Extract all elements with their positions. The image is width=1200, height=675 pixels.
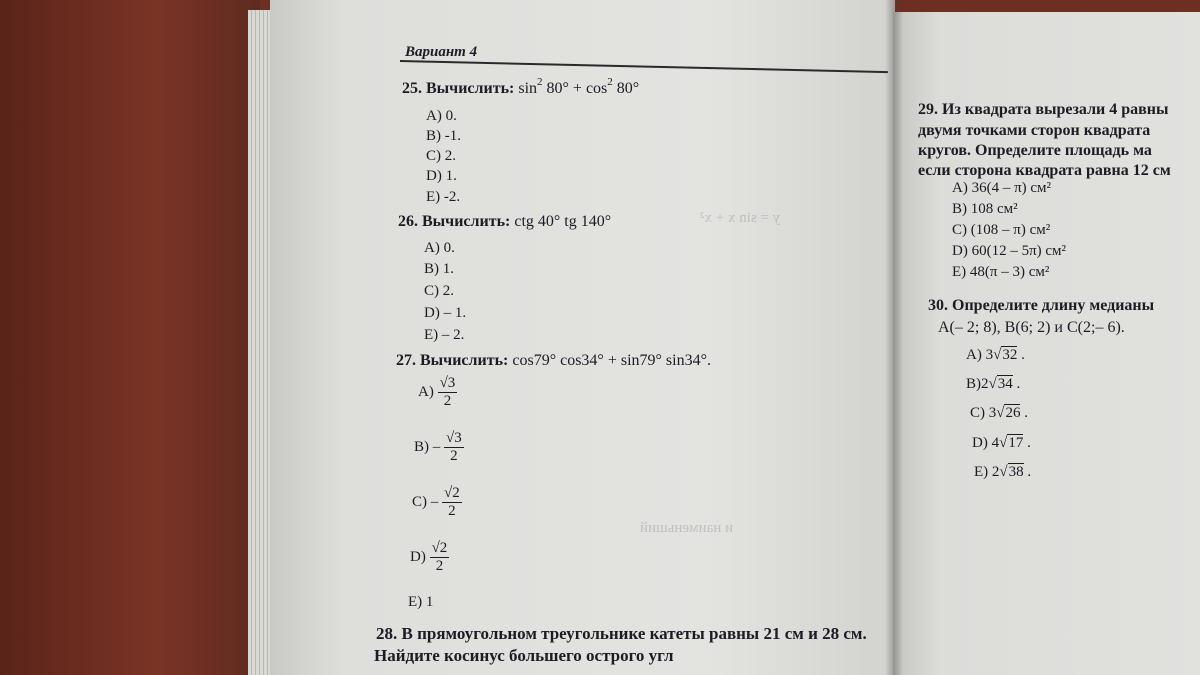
expression: cos79° cos34° + sin79° sin34°. — [512, 352, 711, 369]
option-letter: A) — [966, 347, 982, 363]
question-26 — [398, 213, 611, 231]
option-letter: B) — [966, 376, 981, 392]
period: . — [1024, 405, 1028, 421]
question-label: Вычислить: — [422, 213, 511, 230]
answer-option: B) 108 см² — [952, 201, 1018, 217]
answer-option: A) 3√32 . — [966, 347, 1025, 363]
question-30-line-1: 30. Определите длину медианы — [928, 297, 1155, 314]
period: . — [1027, 464, 1032, 480]
answer-option: C) 2. — [424, 283, 454, 299]
coefficient: 3 — [988, 405, 997, 421]
denominator: 2 — [443, 393, 452, 409]
answer-option: D) 60(12 – 5π) см² — [952, 243, 1067, 259]
answer-option: B)2√34 . — [966, 376, 1021, 392]
table-surface — [0, 0, 260, 675]
question-27 — [396, 352, 711, 370]
expr-part: 80° — [612, 80, 640, 97]
option-letter: D) — [410, 548, 426, 565]
fraction — [430, 540, 450, 575]
expression: ctg 40° tg 140° — [514, 213, 612, 230]
option-letter: B) – — [414, 438, 441, 455]
bleed-through: y = sin x + x² — [700, 210, 781, 226]
period: . — [1021, 347, 1025, 363]
coefficient: 2 — [981, 376, 989, 392]
option-letter: D) — [972, 435, 988, 451]
numerator: √3 — [439, 375, 456, 391]
question-number: 26. — [398, 213, 418, 230]
answer-option: C) (108 – π) см² — [952, 222, 1051, 238]
answer-option: B) -1. — [426, 128, 461, 144]
radicand: 38 — [1008, 464, 1024, 480]
bleed-through: и наименьший — [640, 520, 734, 536]
period: . — [1016, 376, 1021, 392]
answer-option: D) 4√17 . — [972, 435, 1031, 451]
left-page — [270, 0, 895, 675]
fraction — [444, 430, 464, 465]
question-25 — [402, 76, 639, 98]
answer-option: A) 36(4 – π) см² — [952, 180, 1052, 196]
question-number: 27. — [396, 352, 416, 369]
answer-option — [410, 540, 449, 575]
exponent: 2 — [607, 76, 613, 88]
question-label: Вычислить: — [420, 352, 509, 369]
answer-option: D) 1. — [426, 168, 457, 184]
expr-part: sin — [518, 80, 538, 97]
answer-option — [418, 375, 457, 410]
coefficient: 2 — [991, 464, 1000, 480]
radicand: 34 — [997, 376, 1013, 392]
fraction — [442, 485, 462, 520]
answer-option — [412, 485, 462, 520]
answer-option: D) – 1. — [424, 305, 467, 321]
question-30-line-2: A(– 2; 8), B(6; 2) и C(2;– 6). — [938, 319, 1125, 336]
answer-option — [414, 430, 464, 465]
answer-option: C) 3√26 . — [970, 405, 1028, 421]
coefficient: 4 — [991, 435, 1000, 451]
option-letter: C) — [970, 405, 985, 421]
period: . — [1027, 435, 1031, 451]
answer-option: C) 2. — [426, 148, 456, 164]
coefficient: 3 — [985, 347, 994, 363]
denominator: 2 — [448, 503, 456, 519]
exponent: 2 — [537, 76, 543, 88]
option-letter: C) – — [412, 493, 439, 510]
radicand: 32 — [1002, 347, 1018, 363]
numerator: √2 — [444, 485, 460, 501]
question-28-line-1: 28. В прямоугольном треугольнике катеты равны 21 см и 28 см. — [376, 624, 867, 643]
book-gutter — [885, 0, 903, 675]
radicand: 26 — [1005, 405, 1021, 421]
answer-option: B) 1. — [424, 261, 454, 277]
question-number: 25. — [402, 80, 422, 97]
answer-option: E) -2. — [426, 189, 461, 205]
question-29-line-3: кругов. Определите площадь ма — [918, 142, 1152, 159]
answer-option: E) 1 — [408, 594, 434, 610]
answer-option: E) – 2. — [424, 327, 465, 343]
option-letter: A) — [418, 383, 434, 400]
answer-option: A) 0. — [426, 108, 457, 124]
variant-header: Вариант 4 — [405, 44, 478, 60]
expr-part: 80° + cos — [542, 80, 608, 97]
denominator: 2 — [435, 558, 444, 574]
question-label: Вычислить: — [426, 80, 515, 97]
numerator: √3 — [446, 430, 462, 446]
question-29-line-1: 29. Из квадрата вырезали 4 равны — [918, 101, 1169, 118]
answer-option: E) 2√38 . — [974, 464, 1032, 480]
question-28-line-2: Найдите косинус большего острого угл — [374, 646, 674, 665]
answer-option: E) 48(π – 3) см² — [952, 264, 1050, 280]
radicand: 17 — [1008, 435, 1024, 451]
question-29-line-4: если сторона квадрата равна 12 см — [918, 162, 1171, 179]
question-29-line-2: двумя точками сторон квадрата — [918, 122, 1151, 139]
numerator: √2 — [431, 540, 448, 556]
answer-option: A) 0. — [424, 240, 455, 256]
option-letter: E) — [974, 464, 989, 480]
fraction — [438, 375, 458, 410]
denominator: 2 — [450, 448, 458, 464]
